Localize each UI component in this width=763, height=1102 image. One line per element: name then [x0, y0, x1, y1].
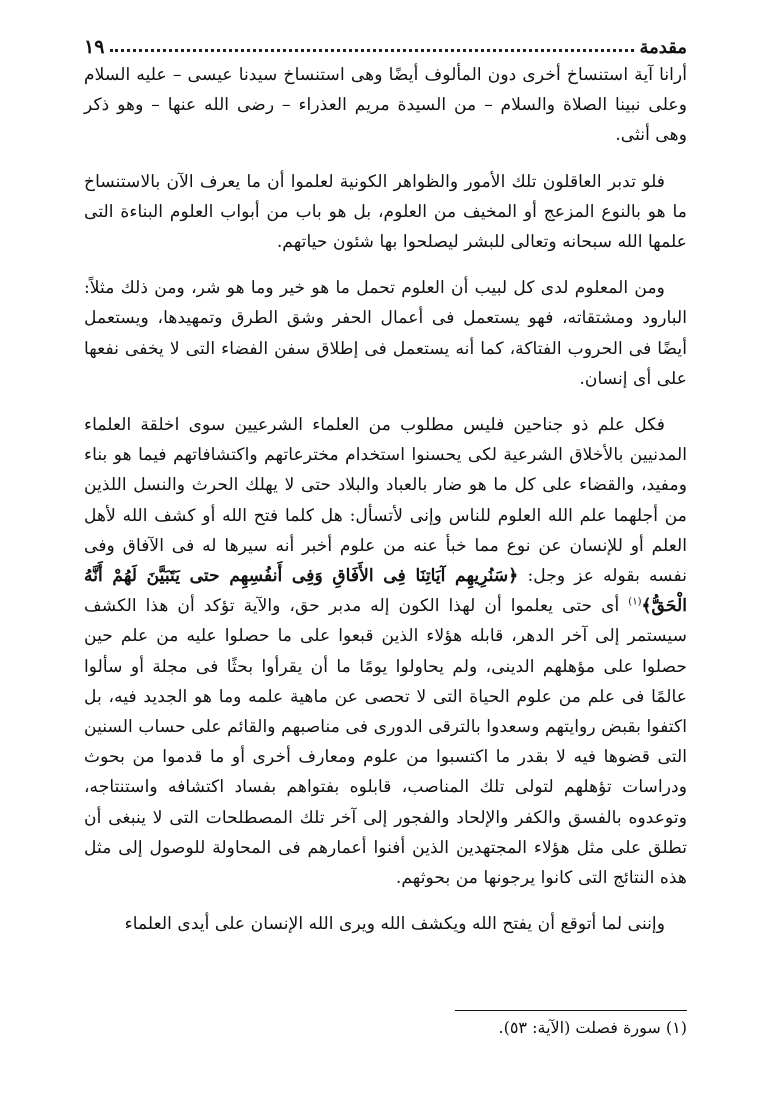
- page-number: ١٩: [84, 36, 105, 58]
- paragraph-5: وإننى لما أتوقع أن يفتح الله ويكشف الله ويرى الله الإنسان على أيدى العلماء: [124, 914, 665, 935]
- paragraph-4-after-quote: أى حتى يعلموا أن لهذا الكون إله مدبر حق، والآية تؤكد أن هذا الكشف سيستمر إلى آخر الدهر، قابله هؤلاء الذين قبعوا على ما حصلوا عليه من علم حين حصلوا على مؤهلهم الدينى، ولم يحاولوا يومًا ما أن يقرأوا بحثًا فى مجلة أو سألوا عالمًا فى علم من علوم الحياة التى لا تحصى عن ماهية علمه وما هو الجديد فيه، بل اكتفوا بقبض روايتهم وسعدوا بالترقى الدورى فى مناصبهم والقائم على حساب السنين التى قضوها فيه لا بقدر ما اكتسبوا من علوم ومعارف أخرى أو ما قدموا من بحوث ودراسات تؤهلهم لتولى تلك المناصب، قابلوه بفتواهم بفساد اكتشافه واستنتاجه، وتوعدوه بالفسق والكفر والإلحاد والفجور إلى آخر تلك المصطلحات التى لا ينبغى أن تطلق على مثل هؤلاء المجتهدين الذين أفنوا أعمارهم فى المحاولة للوصول إلى مثل هذه النتائج التى كانوا يرجونها من بحوثهم.: [84, 596, 687, 889]
- quran-verse: ﴿سَنُرِيهِم آيَاتِنَا فِى الأَفَاقِ وَفِى أَنفُسِهِم حتى يَتَبَيَّنَ لَهُمْ أَنَّهُ الْحَقُّ﴾: [84, 566, 687, 617]
- paragraph-3: ومن المعلوم لدى كل لبيب أن العلوم تحمل ما هو خير وما هو شر، ومن ذلك مثلاً: البارود ومشتقاته، فهو يستعمل فى أعمال الحفر وشق الطرق وتمهيدها، ويستعمل أيضًا فى الحروب الفتاكة، كما أنه يستعمل فى إطلاق سفن الفضاء التى لا يخفى نفعها على أى إنسان.: [84, 278, 687, 389]
- paragraph-4-before-quote: فكل علم ذو جناحين فليس مطلوب من العلماء الشرعيين سوى اخلقة العلماء المدنيين بالأخلاق الشرعية لكى يحسنوا استخدام مخترعاتهم واكتشافاتهم فيما هو بناء ومفيد، والقضاء على كل ما هو ضار بالعباد والبلاد حتى لا يهلك الحرث والنسل اللذين من أجلهما علم الله العلوم للناس وإنى لأتسأل: هل كلما فتح الله أو كشف الله لأهل العلم أو للإنسان عن نوع مما خبأ عنه من علوم أخبر أنه سيرها له فى الآفاق وفى نفسه بقوله عز وجل:: [84, 415, 687, 587]
- header-dotted-leader: [110, 49, 633, 52]
- paragraph-1: أرانا آية استنساخ أخرى دون المألوف أيضًا وهى استنساخ سيدنا عيسى – عليه السلام وعلى نبينا الصلاة والسلام – من السيدة مريم العذراء – رضى الله عنها – وهو ذكر وهى أنثى.: [84, 65, 687, 146]
- footnote: (١) سورة فصلت (الآية: ٥٣).: [498, 1018, 687, 1037]
- footnote-separator: [455, 1010, 687, 1011]
- page-body: [84, 60, 687, 955]
- paragraph-4: [84, 410, 687, 893]
- paragraph-2: فلو تدبر العاقلون تلك الأمور والظواهر الكونية لعلموا أن ما يعرف الآن بالاستنساخ ما هو بالنوع المزعج أو المخيف من العلوم، بل هو باب من أبواب العلوم البناءة التى علمها الله سبحانه وتعالى للبشر ليصلحوا بها شئون حياتهم.: [84, 171, 687, 253]
- footnote-marker: (١): [628, 596, 642, 608]
- page-header: [84, 24, 687, 58]
- chapter-title: مقدمة: [639, 37, 687, 58]
